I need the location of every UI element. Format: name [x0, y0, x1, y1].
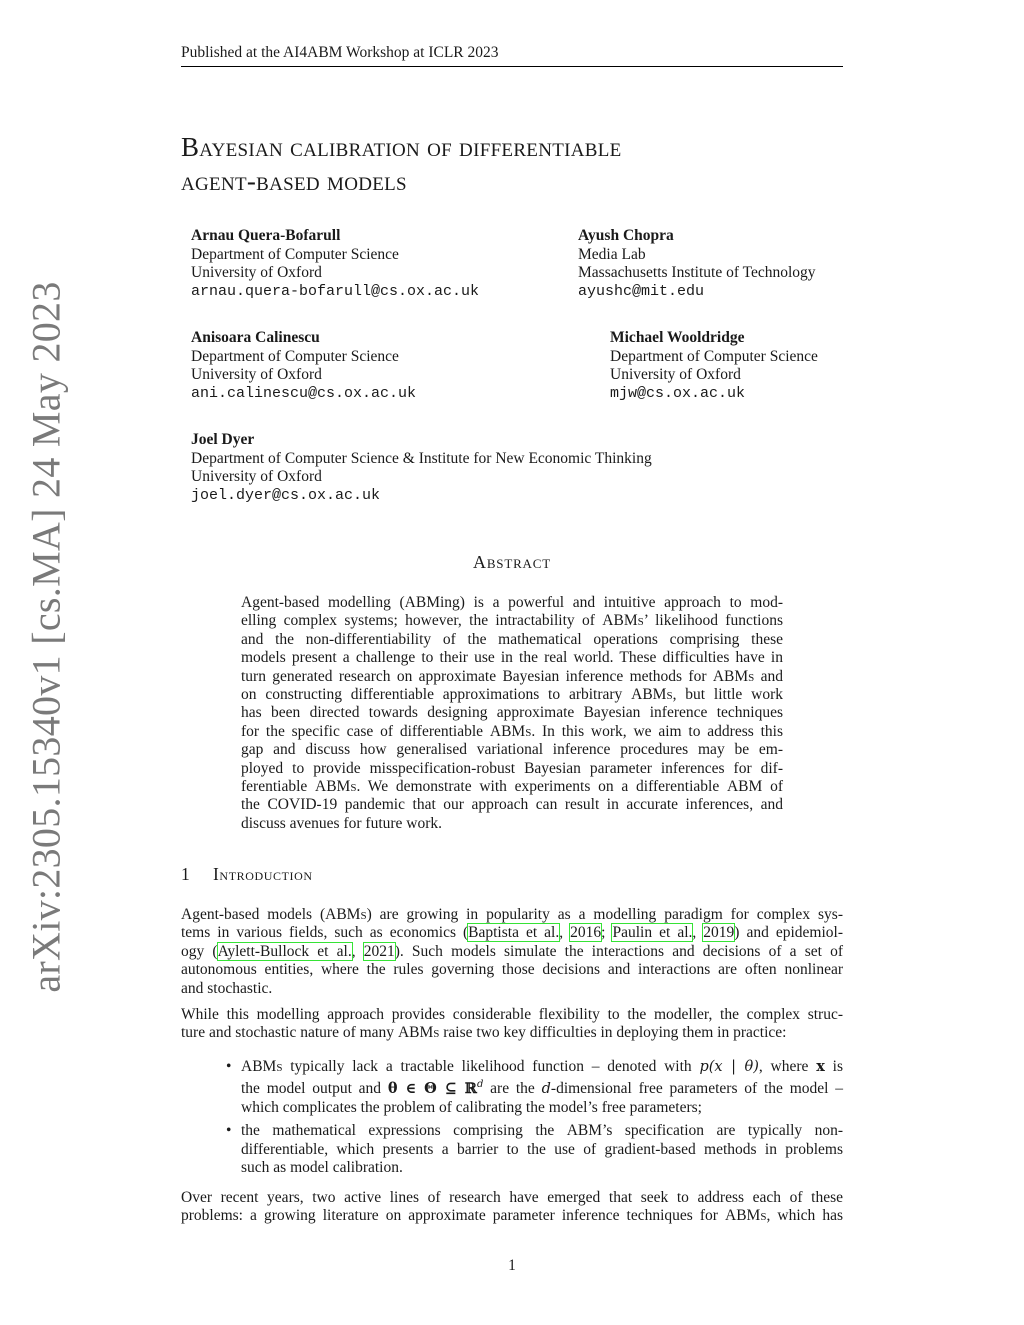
author-affiliation: Department of Computer Science [610, 347, 818, 365]
author-block-4 [610, 329, 818, 403]
list-item [224, 1058, 843, 1117]
author-email[interactable]: joel.dyer@cs.ox.ac.uk [191, 486, 381, 504]
para-line: ogy (Aylett-Bullock et al., 2021). Such models simulate the interactions and decisions of a set of [181, 942, 844, 960]
citation-link[interactable]: Aylett-Bullock et al. [217, 942, 352, 960]
page-number: 1 [508, 1257, 516, 1274]
author-email[interactable]: arnau.quera-bofarull@cs.ox.ac.uk [191, 282, 480, 300]
list-item [224, 1122, 843, 1177]
author-email[interactable]: ani.calinescu@cs.ox.ac.uk [191, 384, 417, 402]
title-line-1: Bayesian calibration of differentiable [181, 132, 622, 162]
section-heading-introduction [181, 864, 313, 885]
abstract-line: and the non-differentiability of the mathematical operations comprising these [241, 630, 783, 648]
author-email[interactable]: ayushc@mit.edu [578, 282, 705, 300]
para-line: and stochastic. [181, 979, 273, 997]
arxiv-stamp[interactable]: arXiv:2305.15340v1 [cs.MA] 24 May 2023 [23, 281, 69, 993]
author-block-2 [578, 227, 816, 301]
title-line-2: agent-based models [181, 166, 407, 196]
author-affiliation: University of Oxford [191, 468, 322, 486]
author-affiliation: University of Oxford [191, 366, 322, 384]
list-line: the mathematical expressions comprising the ABM’s specification are typically non- [241, 1122, 843, 1140]
citation-year-link[interactable]: 2019 [703, 924, 735, 942]
list-line: ABMs typically lack a tractable likelihood function – denoted with p(x | θ), where x is [241, 1058, 843, 1075]
author-email[interactable]: mjw@cs.ox.ac.uk [610, 384, 746, 402]
author-name: Joel Dyer [191, 431, 255, 448]
header-rule [181, 66, 843, 67]
abstract-line: ferentiable ABMs. We demonstrate with experiments on a differentiable ABM of [241, 778, 783, 796]
intro-paragraph-3 [181, 1189, 843, 1226]
citation-year-link[interactable]: 2016 [570, 924, 602, 942]
citation-year-link[interactable]: 2021 [363, 942, 395, 960]
author-block-1 [191, 227, 479, 301]
para-line: Over recent years, two active lines of research have emerged that seek to address each of these [181, 1189, 843, 1206]
abstract-line: ployed to provide misspecification-robust Bayesian parameter inferences for dif- [241, 759, 783, 777]
intro-paragraph-1 [181, 906, 843, 998]
abstract-line: has been directed towards designing approximate Bayesian inference techniques [241, 704, 783, 722]
list-line: which complicates the problem of calibrating the model’s free parameters; [241, 1098, 702, 1116]
bullet-icon: • [226, 1058, 232, 1075]
abstract-body [241, 594, 783, 833]
author-affiliation: Department of Computer Science [191, 245, 399, 263]
author-name: Ayush Chopra [578, 227, 674, 244]
section-number: 1 [181, 864, 190, 884]
abstract-line: discuss avenues for future work. [241, 814, 443, 832]
abstract-line: Agent-based modelling (ABMing) is a powerful and intuitive approach to mod- [241, 594, 783, 611]
para-line: While this modelling approach provides considerable flexibility to the modeller, the complex struc- [181, 1006, 843, 1023]
venue-header: Published at the AI4ABM Workshop at ICLR 2023 [181, 44, 499, 61]
abstract-line: on constructing differentiable approximations to arbitrary ABMs, but little work [241, 686, 783, 704]
para-line: ture and stochastic nature of many ABMs raise two key difficulties in deploying them in practice: [181, 1024, 787, 1042]
author-affiliation: Department of Computer Science [191, 347, 399, 365]
abstract-line: gap and discuss how generalised variational inference procedures may be em- [241, 741, 783, 759]
list-line: the model output and θ ∈ Θ ⊆ ℝ$^d$ are the d-dimensional free parameters of the model – [241, 1079, 844, 1098]
author-affiliation: Massachusetts Institute of Technology [578, 264, 816, 282]
abstract-line: turn generated research on approximate Bayesian inference methods for ABMs and [241, 667, 783, 685]
author-block-3 [191, 329, 416, 403]
intro-paragraph-2 [181, 1006, 843, 1043]
citation-link[interactable]: Paulin et al. [612, 924, 693, 942]
author-affiliation: Department of Computer Science & Institute for New Economic Thinking [191, 449, 652, 467]
list-line: differentiable, which presents a barrier to the use of gradient-based methods in problems [241, 1140, 843, 1158]
citation-link[interactable]: Baptista et al. [468, 924, 560, 942]
author-affiliation: Media Lab [578, 245, 646, 263]
abstract-heading: Abstract [473, 552, 551, 572]
section-title: Introduction [213, 864, 313, 884]
abstract-line: elling complex systems; however, the intractability of ABMs’ likelihood functions [241, 612, 783, 630]
author-name: Arnau Quera-Bofarull [191, 227, 341, 244]
author-name: Anisoara Calinescu [191, 329, 320, 346]
abstract-line: the COVID-19 pandemic that our approach can result in accurate inferences, and [241, 796, 783, 814]
abstract-line: for the specific case of differentiable ABMs. In this work, we aim to address this [241, 722, 783, 740]
difficulties-list [224, 1058, 843, 1183]
para-line: tems in various fields, such as economics (Baptista et al., 2016; Paulin et al., 2019) and epidemiol- [181, 924, 844, 942]
para-line: Agent-based models (ABMs) are growing in popularity as a modelling paradigm for complex sys- [181, 906, 843, 923]
author-name: Michael Wooldridge [610, 329, 745, 346]
bullet-icon: • [226, 1122, 232, 1140]
author-affiliation: University of Oxford [610, 366, 741, 384]
para-line: autonomous entities, where the rules governing those decisions and interactions are often nonlinear [181, 961, 843, 979]
paper-title [181, 130, 843, 198]
author-block-5 [191, 431, 652, 505]
abstract-line: models present a challenge to their use in the real world. These difficulties have in [241, 649, 783, 667]
para-line: problems: a growing literature on approximate parameter inference techniques for ABMs, which has [181, 1207, 843, 1225]
author-affiliation: University of Oxford [191, 264, 322, 282]
list-line: such as model calibration. [241, 1159, 403, 1177]
